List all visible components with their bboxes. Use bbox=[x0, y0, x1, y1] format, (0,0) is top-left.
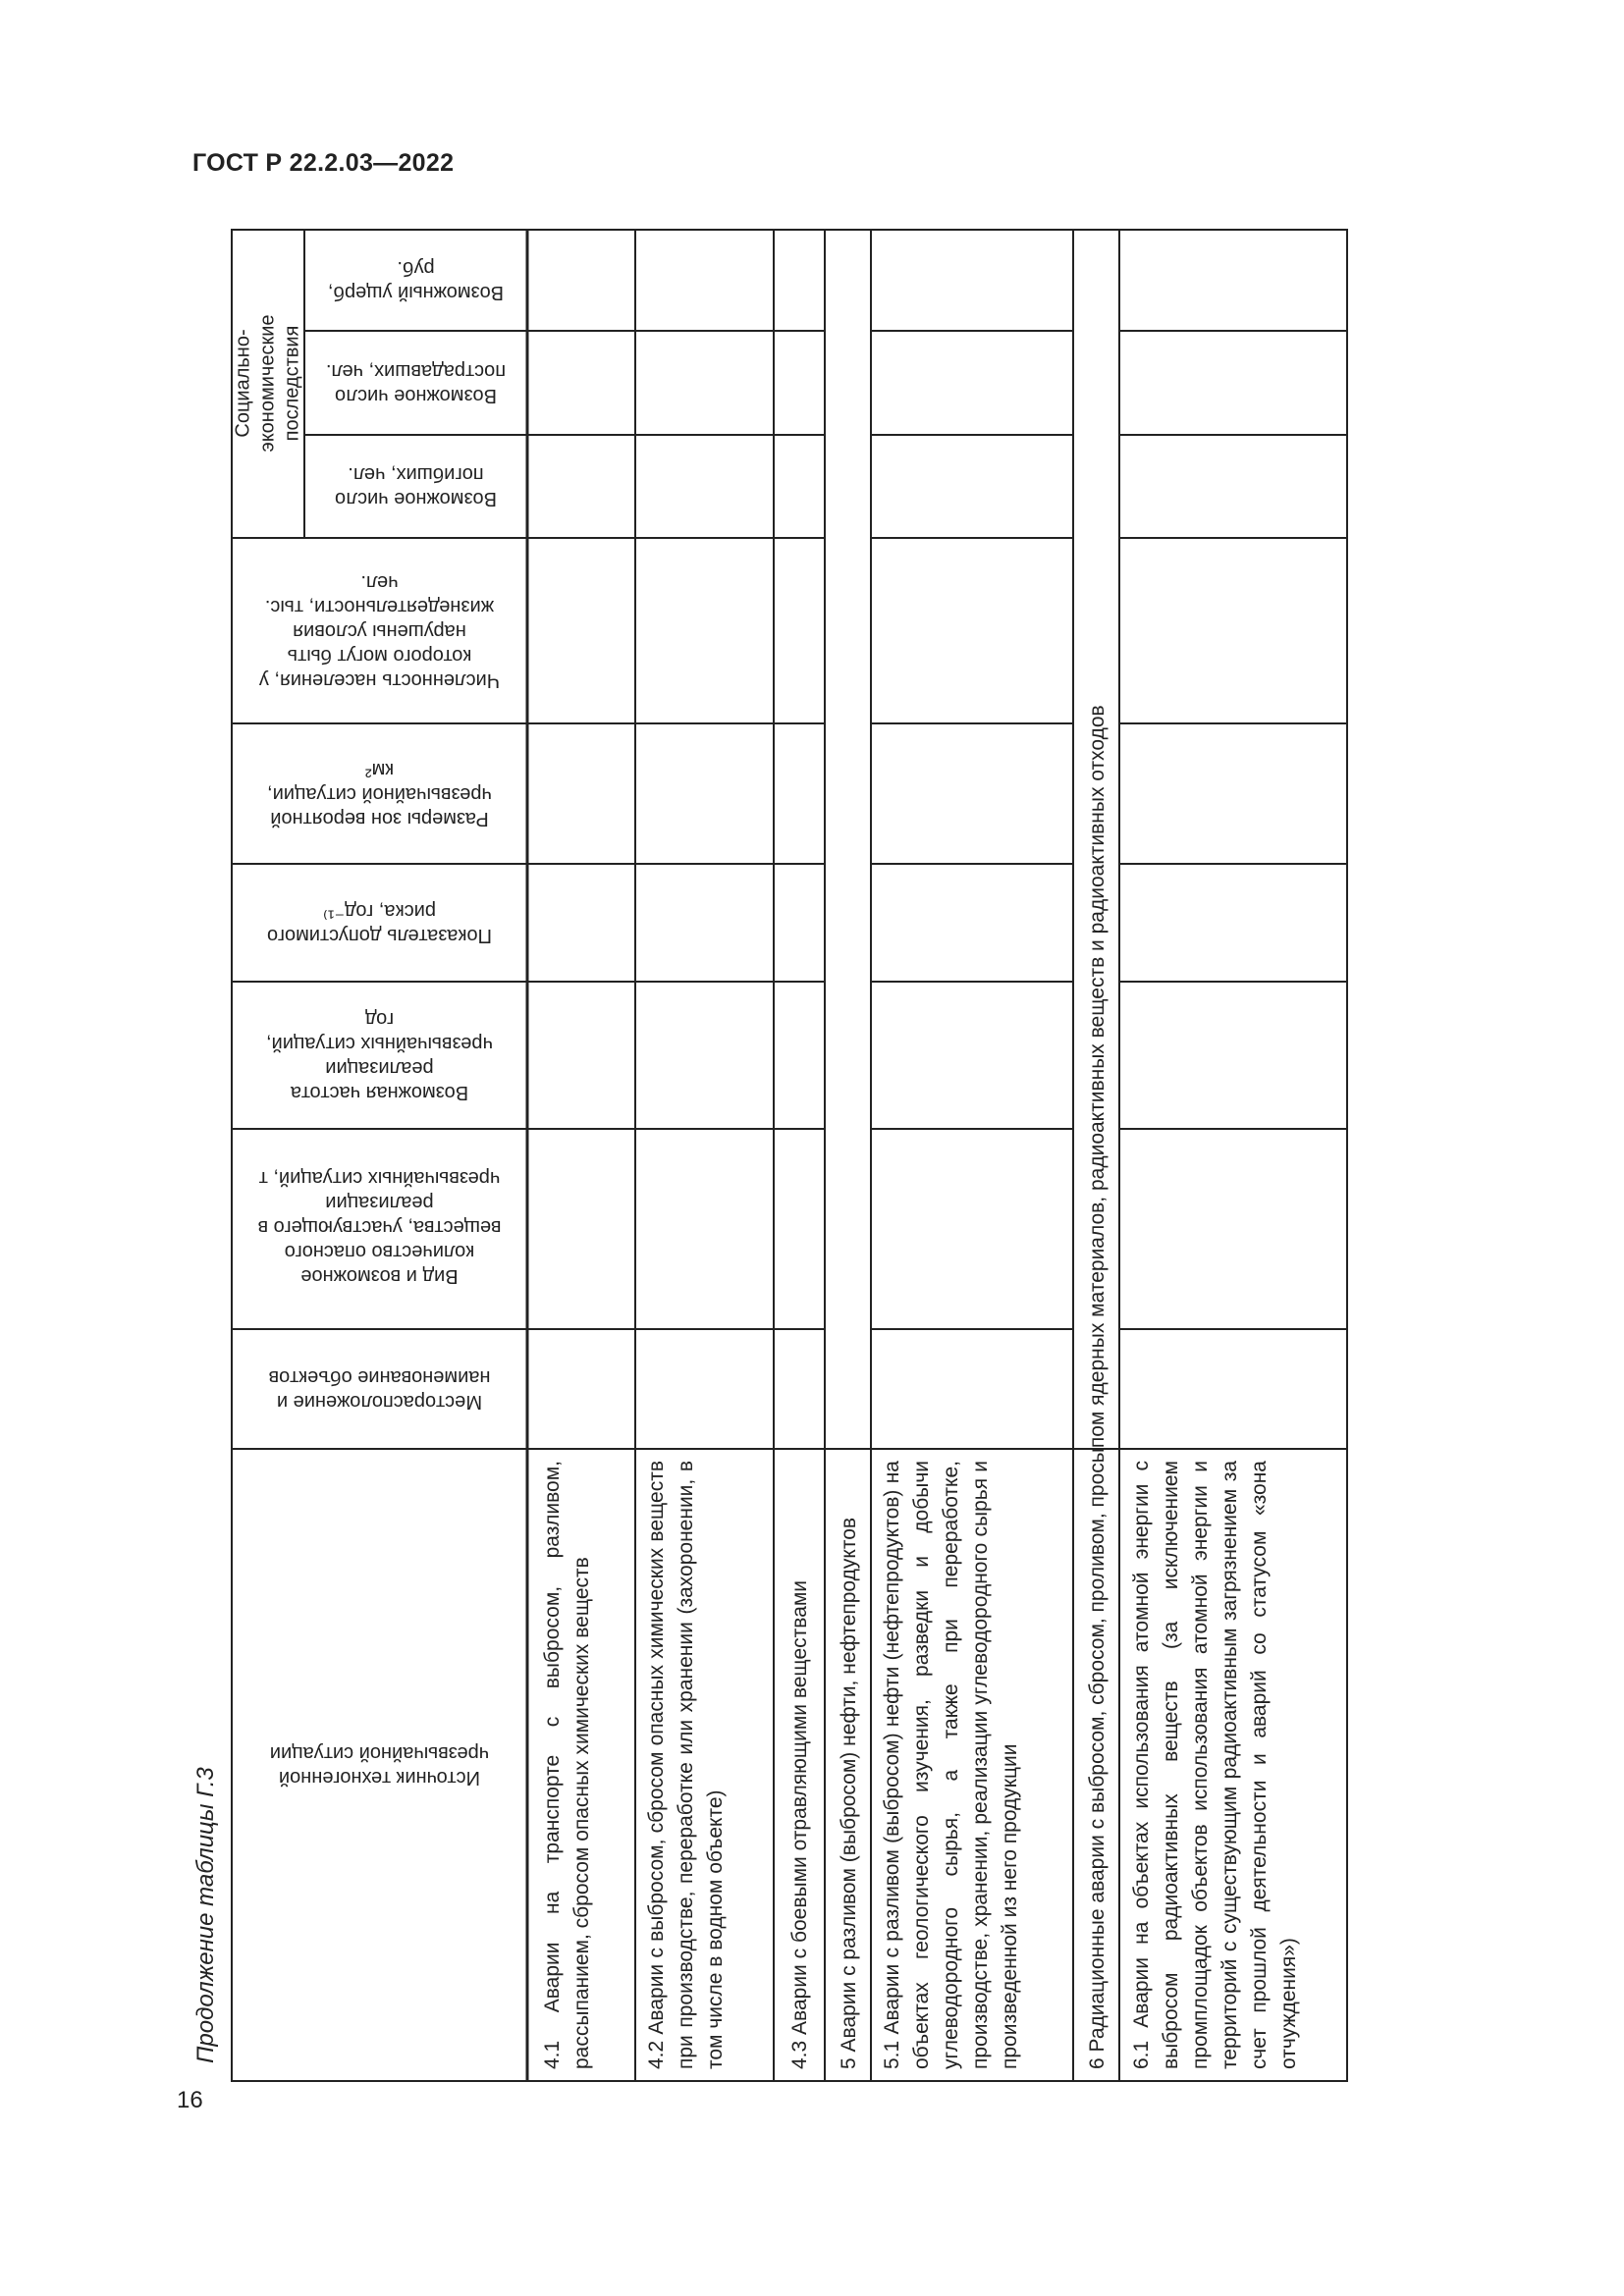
table-row-4-2: 4.2 Аварии с выбросом, сбросом опасных химических веществ при производстве, переработке или хранении (захоронении, в том числе в водном объекте) bbox=[645, 1461, 727, 2069]
table-row-4-1: 4.1 Аварии на транспорте с выбросом, разливом, рассыпанием, сбросом опасных химических веществ bbox=[541, 1461, 593, 2069]
table-group-row-5: 5 Аварии с разливом (выбросом) нефти, нефтепродуктов bbox=[838, 1517, 860, 2069]
header-location: Месторасположение и наименование объектов bbox=[268, 1366, 491, 1413]
header-risk: Показатель допустимого риска, год⁻¹⁾ bbox=[266, 900, 493, 946]
table-group-row-6: 6 Радиационные аварии с выбросом, сбросом, проливом, просыпом ядерных материалов, радиоактивных веществ и радиоактивных отходов bbox=[1086, 705, 1109, 2069]
table-row-6-1: 6.1 Аварии на объектах использования атомной энергии с выбросом радиоактивных веществ (за исключением промплощадок объектов использования атомной энергии и территорий с существующим радиоактивным загрязнением за счет прошлой деятельности и аварий со статусом «зона отчуждения») bbox=[1130, 1461, 1300, 2069]
header-deaths: Возможное число погибших, чел. bbox=[335, 463, 497, 510]
header-zones: Размеры зон вероятной чрезвычайной ситуации, км² bbox=[267, 759, 492, 829]
table-row-5-1: 5.1 Аварии с разливом (выбросом) нефти (нефтепродуктов) на объектах геологического изучения, разведки и добычи углеводородного сырья, а также при переработке, производстве, хранении, реализации углеводородного сырья и произведенной из него продукции bbox=[881, 1461, 1021, 2069]
header-frequency: Возможная частота реализации чрезвычайных ситуаций, год bbox=[266, 1008, 493, 1103]
header-socio-group: Социально-экономические последствия bbox=[232, 315, 303, 453]
header-population: Численность населения, у которого могут быть нарушены условия жизнедеятельности, тыс. чел. bbox=[258, 571, 501, 691]
page-number: 16 bbox=[177, 2087, 203, 2113]
table-row-4-3: 4.3 Аварии с боевыми отравляющими веществами bbox=[788, 1579, 811, 2069]
header-substance: Вид и возможное количество опасного вещества, участвующего в реализации чрезвычайных ситуаций, т bbox=[257, 1167, 502, 1288]
header-injured: Возможное число пострадавших, чел. bbox=[325, 360, 507, 406]
header-damage: Возможный ущерб, руб. bbox=[327, 257, 505, 304]
document-code: ГОСТ Р 22.2.03—2022 bbox=[192, 149, 455, 177]
header-source: Источник техногенной чрезвычайной ситуации bbox=[269, 1742, 490, 1789]
table-caption: Продолжение таблицы Г.3 bbox=[192, 1767, 219, 2063]
